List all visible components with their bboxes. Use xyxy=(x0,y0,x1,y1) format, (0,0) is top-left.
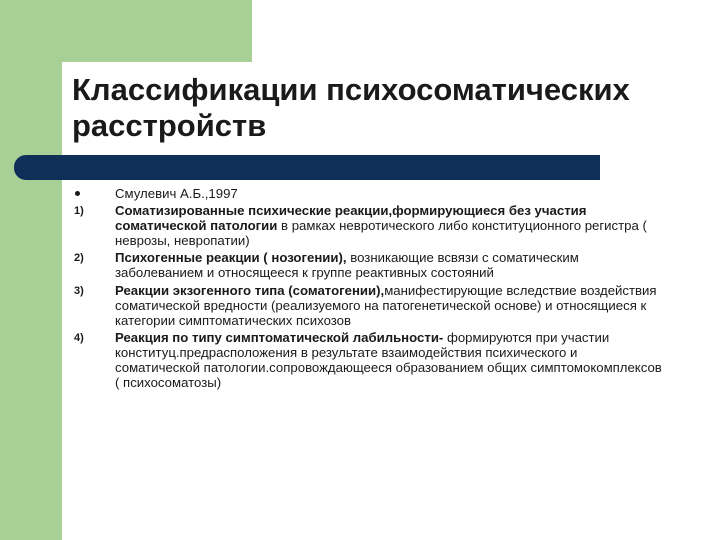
bullet-dot-icon xyxy=(75,191,80,196)
item-number: 3) xyxy=(74,284,84,297)
item-number: 4) xyxy=(74,331,84,344)
item-bold-text: Реакция по типу симптоматической лабильности- xyxy=(115,329,444,345)
author-line: Смулевич А.Б.,1997 xyxy=(115,186,238,201)
item-text: в рамках невротического либо конституционного регистра ( неврозы, невропатии) xyxy=(115,218,647,249)
title-underline-bar xyxy=(14,155,600,180)
decorative-green-block-side xyxy=(0,0,62,540)
list-item-3 xyxy=(62,283,662,328)
list-item-4 xyxy=(62,330,662,390)
content-list xyxy=(62,186,662,392)
list-item-2 xyxy=(62,250,662,280)
item-text: формируются при участии конституц.предрасположения в результате взаимодействия психического и соматической патологии.сопровождающееся образованием общих симптомокомплексов ( психосоматозы) xyxy=(115,329,662,391)
item-bold-text: Психогенные реакции ( нозогении), xyxy=(115,250,347,266)
item-text: манифестирующие вследствие воздействия соматической вредности (реализуемого на патогенетической основе) и относящиеся к категории симптоматических психозов xyxy=(115,282,657,328)
item-number: 1) xyxy=(74,205,84,218)
item-bold-text: Реакции экзогенного типа (соматогении), xyxy=(115,282,385,298)
slide-title: Классификации психосоматических расстройств xyxy=(72,72,630,143)
list-item-author xyxy=(62,186,662,201)
item-text: возникающие всвязи с соматическим заболеванием и относящееся к группе реактивных состояний xyxy=(115,250,579,281)
list-item-1 xyxy=(62,203,662,248)
item-number: 2) xyxy=(74,252,84,265)
item-bold-text: Соматизированные психические реакции,формирующиеся без участия соматической патологии xyxy=(115,203,587,234)
